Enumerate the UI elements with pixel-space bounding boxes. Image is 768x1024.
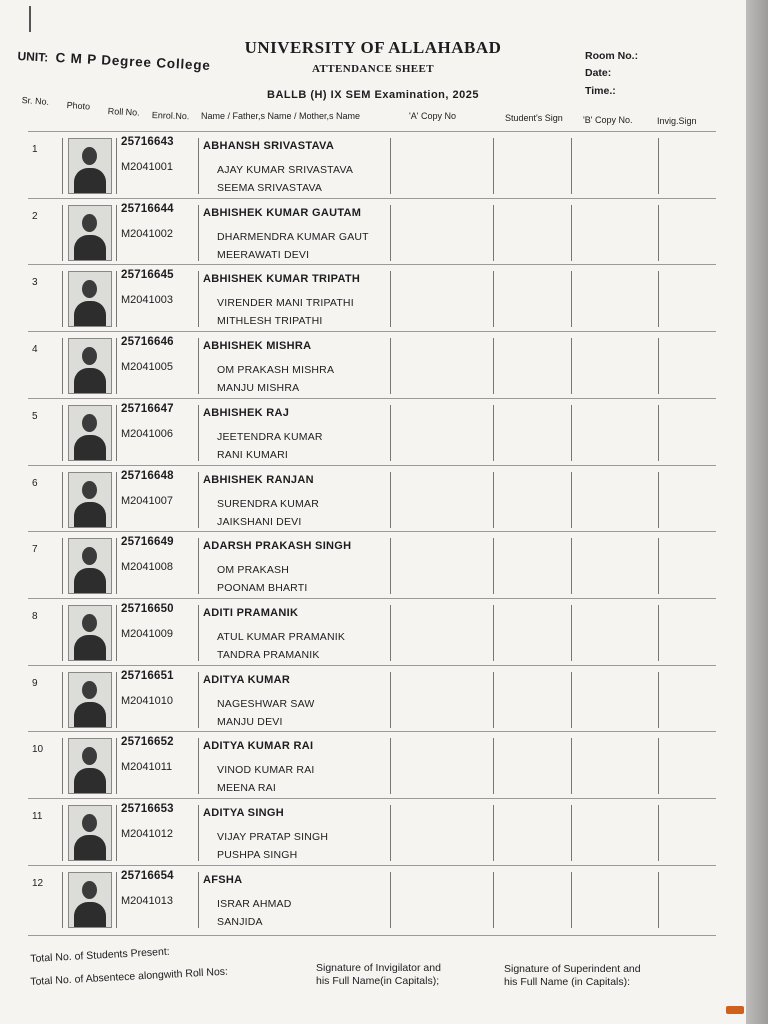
student-name: ABHISHEK RAJ [203, 406, 290, 419]
column-divider [62, 405, 63, 461]
column-divider [390, 205, 391, 261]
column-divider [62, 205, 63, 261]
column-divider [658, 538, 659, 594]
column-header-a-copy: 'A' Copy No [409, 111, 456, 121]
enrolment-number: M2041011 [121, 761, 173, 774]
column-divider [658, 405, 659, 461]
student-name: ADARSH PRAKASH SINGH [203, 540, 352, 553]
column-header-enrol-no: Enrol.No. [151, 110, 190, 122]
column-divider [116, 472, 117, 528]
column-divider [571, 538, 572, 594]
student-photo [68, 538, 112, 594]
father-name: VIJAY PRATAP SINGH [217, 831, 329, 843]
column-divider [390, 805, 391, 861]
enrolment-number: M2041010 [121, 694, 173, 707]
student-photo [68, 805, 112, 861]
father-name: VINOD KUMAR RAI [217, 764, 315, 777]
column-divider [116, 872, 117, 928]
column-divider [658, 338, 659, 394]
table-row [28, 598, 716, 663]
column-divider [116, 338, 117, 394]
mother-name: POONAM BHARTI [217, 582, 308, 595]
column-divider [198, 538, 199, 594]
column-divider [493, 205, 494, 261]
corner-mark [726, 1006, 744, 1014]
date-label: Date: [585, 67, 612, 79]
serial-number: 6 [32, 477, 38, 489]
column-divider [62, 672, 63, 728]
student-name: ABHISHEK KUMAR TRIPATH [203, 273, 361, 286]
column-divider [493, 872, 494, 928]
invigilator-name-label: his Full Name(in Capitals); [316, 975, 440, 987]
serial-number: 10 [32, 744, 44, 756]
student-name: ABHISHEK KUMAR GAUTAM [203, 206, 362, 219]
column-divider [198, 605, 199, 661]
enrolment-number: M2041009 [121, 627, 173, 640]
column-header-names: Name / Father,s Name / Mother,s Name [201, 111, 361, 121]
student-name: ADITYA KUMAR [203, 673, 291, 686]
mother-name: SEEMA SRIVASTAVA [217, 182, 323, 194]
column-divider [493, 672, 494, 728]
column-divider [62, 271, 63, 327]
column-divider [116, 205, 117, 261]
table-row [28, 798, 716, 863]
student-name: ADITYA SINGH [203, 807, 285, 819]
column-divider [62, 538, 63, 594]
student-photo [68, 205, 112, 261]
column-header-sr-no: Sr. No. [21, 95, 50, 107]
enrolment-number: M2041012 [121, 828, 173, 840]
enrolment-number: M2041006 [121, 427, 173, 440]
table-row [28, 198, 716, 263]
superintendent-signature-label: Signature of Superindent and [504, 963, 641, 975]
column-divider [198, 872, 199, 928]
column-divider [116, 405, 117, 461]
column-divider [571, 472, 572, 528]
column-divider [198, 672, 199, 728]
absentees-label: Total No. of Absentece alongwith Roll Nos: [30, 965, 229, 988]
father-name: OM PRAKASH [217, 564, 290, 577]
serial-number: 2 [32, 210, 38, 222]
column-divider [493, 271, 494, 327]
roll-number: 25716652 [121, 736, 174, 749]
column-divider [658, 605, 659, 661]
column-divider [658, 472, 659, 528]
column-header-b-copy: 'B' Copy No. [583, 115, 633, 125]
enrolment-number: M2041001 [121, 161, 173, 173]
mother-name: MEERAWATI DEVI [217, 248, 310, 261]
enrolment-number: M2041007 [121, 494, 173, 507]
column-divider [116, 271, 117, 327]
column-divider [116, 672, 117, 728]
father-name: NAGESHWAR SAW [217, 697, 315, 710]
sheet-title: ATTENDANCE SHEET [311, 63, 435, 75]
serial-number: 9 [32, 677, 38, 689]
serial-number: 4 [32, 344, 38, 356]
student-photo [68, 738, 112, 794]
mother-name: RANI KUMARI [217, 448, 289, 461]
mother-name: MEENA RAI [217, 782, 276, 795]
student-photo [68, 271, 112, 327]
father-name: SURENDRA KUMAR [217, 497, 319, 510]
column-divider [571, 805, 572, 861]
column-divider [571, 205, 572, 261]
student-photo [68, 872, 112, 928]
column-divider [198, 405, 199, 461]
column-header-invig-sign: Invig.Sign [657, 116, 697, 126]
mother-name: SANJIDA [217, 915, 263, 928]
mother-name: TANDRA PRAMANIK [217, 648, 320, 661]
column-divider [390, 138, 391, 194]
roll-number: 25716646 [121, 336, 174, 349]
enrolment-number: M2041005 [121, 361, 173, 374]
column-header-photo: Photo [66, 100, 91, 112]
column-divider [116, 605, 117, 661]
column-divider [493, 738, 494, 794]
student-name: AFSHA [203, 873, 243, 886]
enrolment-number: M2041013 [121, 894, 173, 907]
column-divider [493, 138, 494, 194]
column-divider [658, 872, 659, 928]
column-divider [658, 805, 659, 861]
students-present-label: Total No. of Students Present: [30, 945, 170, 965]
father-name: DHARMENDRA KUMAR GAUT [217, 230, 369, 243]
column-divider [198, 205, 199, 261]
column-divider [198, 338, 199, 394]
student-photo [68, 338, 112, 394]
column-divider [493, 538, 494, 594]
unit-label: UNIT: [17, 48, 49, 65]
column-divider [390, 405, 391, 461]
column-divider [493, 605, 494, 661]
serial-number: 11 [32, 811, 43, 822]
father-name: OM PRAKASH MISHRA [217, 364, 335, 377]
university-title: UNIVERSITY OF ALLAHABAD [244, 38, 502, 57]
student-name: ABHANSH SRIVASTAVA [203, 140, 335, 152]
column-divider [571, 138, 572, 194]
enrolment-number: M2041003 [121, 294, 173, 307]
examination-title: BALLB (H) IX SEM Examination, 2025 [267, 89, 479, 101]
column-divider [658, 138, 659, 194]
column-divider [62, 738, 63, 794]
column-divider [198, 805, 199, 861]
column-header-roll-no: Roll No. [107, 106, 140, 118]
table-row [28, 131, 716, 196]
column-divider [571, 738, 572, 794]
serial-number: 5 [32, 410, 38, 422]
column-divider [116, 805, 117, 861]
table-bottom-rule [28, 935, 716, 936]
column-divider [658, 672, 659, 728]
student-name: ADITYA KUMAR RAI [203, 740, 314, 753]
table-row [28, 665, 716, 730]
column-divider [198, 271, 199, 327]
invigilator-signature-label: Signature of Invigilator and [316, 962, 441, 974]
roll-number: 25716643 [121, 136, 174, 148]
enrolment-number: M2041008 [121, 561, 173, 574]
roll-number: 25716648 [121, 469, 174, 482]
column-divider [658, 738, 659, 794]
column-divider [571, 338, 572, 394]
column-divider [390, 472, 391, 528]
column-divider [390, 672, 391, 728]
table-row [28, 398, 716, 463]
student-photo [68, 138, 112, 194]
column-divider [116, 738, 117, 794]
column-divider [493, 805, 494, 861]
table-row [28, 331, 716, 396]
student-photo [68, 672, 112, 728]
student-name: ABHISHEK RANJAN [203, 473, 314, 486]
paper-fold-mark [29, 6, 31, 32]
mother-name: PUSHPA SINGH [217, 849, 298, 861]
column-divider [198, 738, 199, 794]
student-photo [68, 405, 112, 461]
column-divider [62, 872, 63, 928]
column-divider [390, 605, 391, 661]
column-divider [493, 338, 494, 394]
superintendent-name-label: his Full Name (in Capitals): [504, 976, 631, 988]
student-photo [68, 605, 112, 661]
column-divider [571, 872, 572, 928]
student-photo [68, 472, 112, 528]
father-name: VIRENDER MANI TRIPATHI [217, 297, 354, 310]
roll-number: 25716654 [121, 869, 174, 882]
roll-number: 25716651 [121, 669, 174, 682]
roll-number: 25716644 [121, 202, 174, 215]
table-row [28, 531, 716, 596]
roll-number: 25716653 [121, 803, 174, 815]
page-edge-shadow [746, 0, 768, 1024]
column-divider [571, 405, 572, 461]
enrolment-number: M2041002 [121, 227, 173, 240]
table-row [28, 731, 716, 796]
column-divider [390, 872, 391, 928]
serial-number: 1 [32, 144, 38, 155]
column-divider [571, 672, 572, 728]
unit-value: C M P Degree College [55, 49, 212, 74]
column-divider [62, 605, 63, 661]
column-divider [493, 405, 494, 461]
column-divider [390, 538, 391, 594]
column-divider [571, 605, 572, 661]
roll-number: 25716645 [121, 269, 174, 282]
table-row [28, 264, 716, 329]
mother-name: MANJU MISHRA [217, 382, 300, 395]
mother-name: MANJU DEVI [217, 715, 283, 728]
column-divider [198, 472, 199, 528]
table-row [28, 465, 716, 530]
table-row [28, 865, 716, 930]
column-divider [493, 472, 494, 528]
room-no-label: Room No.: [585, 50, 639, 62]
serial-number: 3 [32, 277, 38, 289]
father-name: ISRAR AHMAD [217, 897, 292, 910]
mother-name: JAIKSHANI DEVI [217, 515, 302, 528]
father-name: ATUL KUMAR PRAMANIK [217, 630, 346, 643]
column-divider [390, 738, 391, 794]
column-divider [62, 805, 63, 861]
column-divider [390, 271, 391, 327]
student-name: ADITI PRAMANIK [203, 606, 299, 619]
serial-number: 12 [32, 877, 44, 889]
mother-name: MITHLESH TRIPATHI [217, 315, 323, 328]
roll-number: 25716649 [121, 536, 174, 549]
student-name: ABHISHEK MISHRA [203, 340, 312, 353]
column-divider [62, 338, 63, 394]
column-divider [116, 538, 117, 594]
column-divider [62, 138, 63, 194]
column-divider [658, 205, 659, 261]
column-divider [658, 271, 659, 327]
column-divider [116, 138, 117, 194]
serial-number: 7 [32, 544, 38, 556]
roll-number: 25716647 [121, 402, 174, 415]
column-header-student-sign: Student's Sign [505, 113, 563, 123]
father-name: JEETENDRA KUMAR [217, 430, 323, 443]
serial-number: 8 [32, 610, 38, 622]
column-divider [571, 271, 572, 327]
father-name: AJAY KUMAR SRIVASTAVA [217, 164, 354, 176]
column-divider [198, 138, 199, 194]
column-divider [62, 472, 63, 528]
time-label: Time.: [585, 85, 616, 97]
column-divider [390, 338, 391, 394]
roll-number: 25716650 [121, 602, 174, 615]
